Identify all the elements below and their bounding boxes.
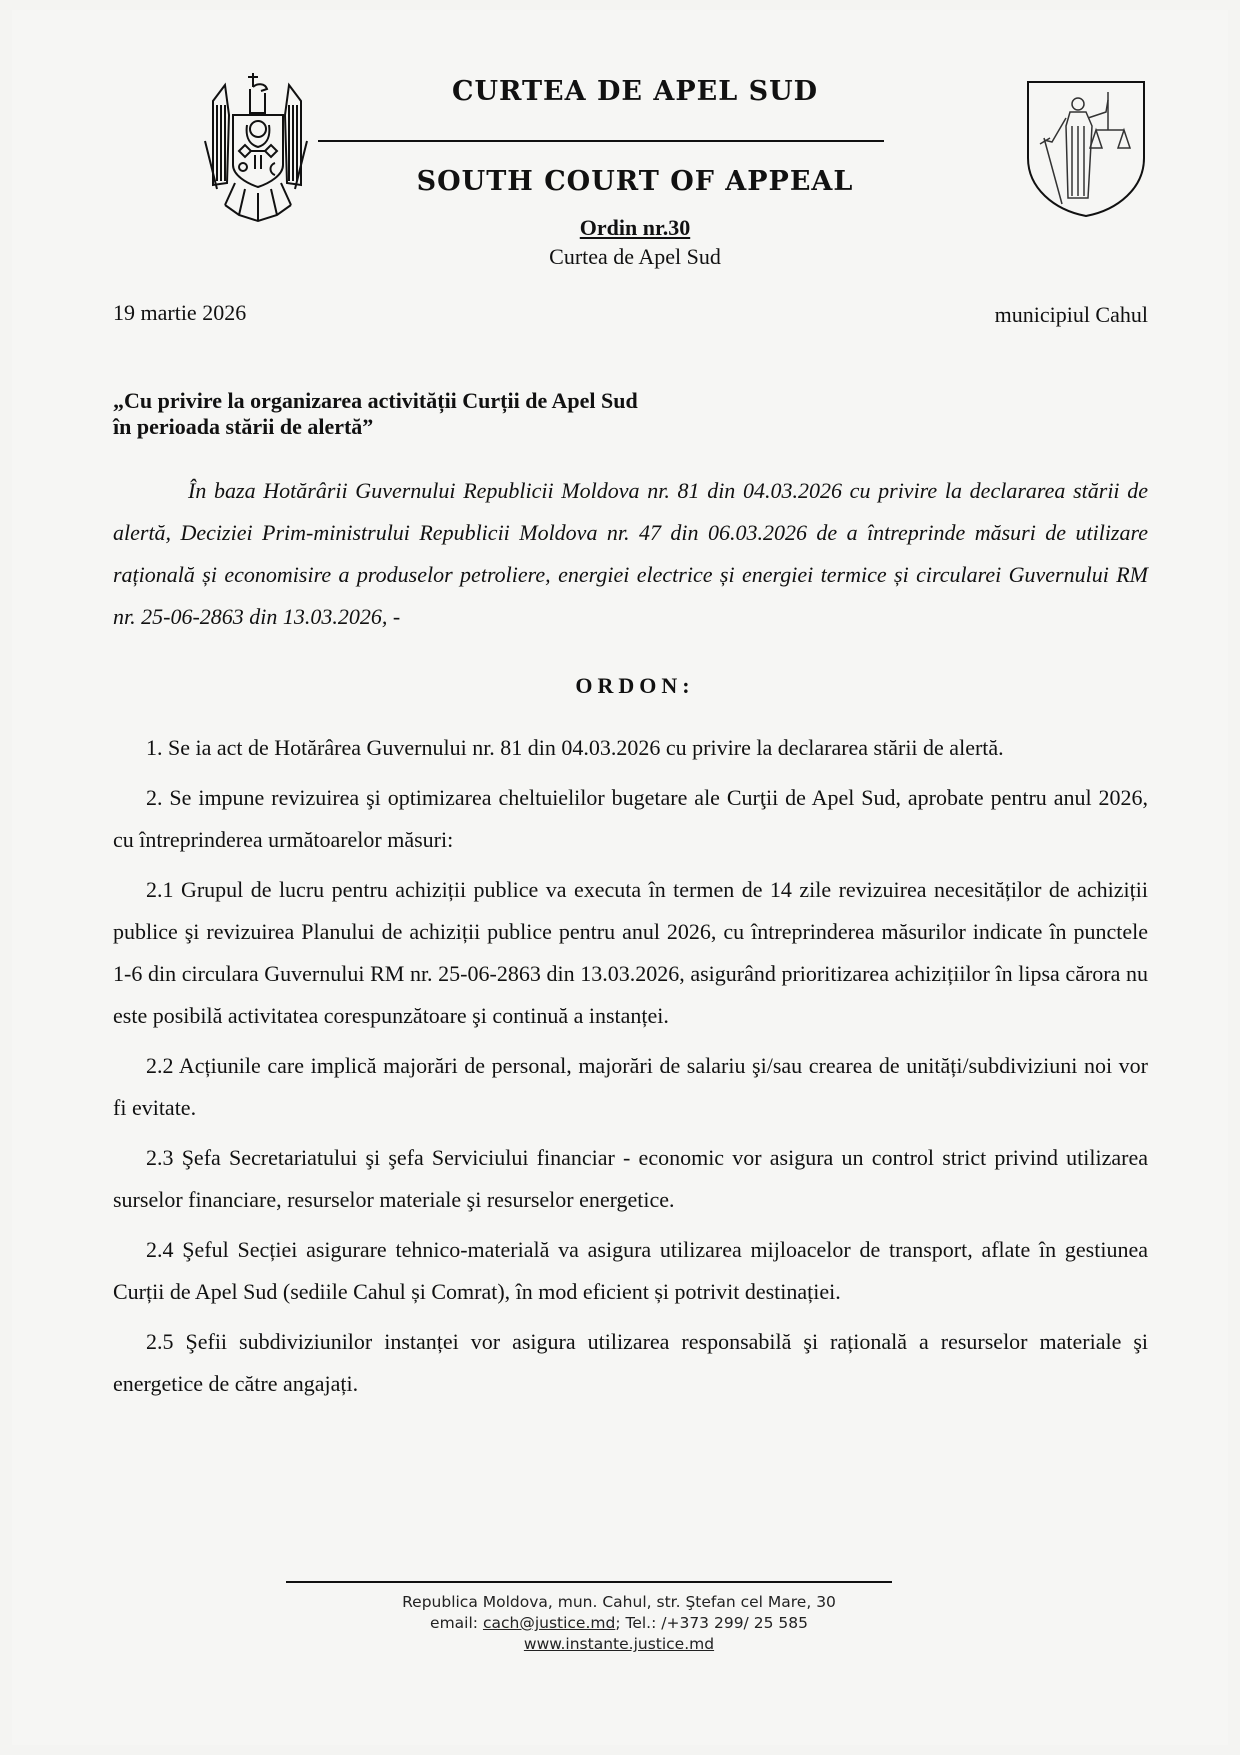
order-item-2-2: 2.2 Acțiunile care implică majorări de personal, majorări de salariu şi/sau crearea de unități/subdiviziuni noi vor fi evitate.	[113, 1053, 1148, 1120]
court-name-en: SOUTH COURT OF APPEAL	[416, 166, 854, 197]
footer-phone: ; Tel.: /+373 299/ 25 585	[615, 1614, 808, 1632]
footer-contact	[346, 1613, 892, 1634]
order-item-2-3: 2.3 Şefa Secretariatului şi şefa Serviciului financiar - economic vor asigura un control strict privind utilizarea surselor financiare, resurselor materiale şi resurselor energetice.	[113, 1145, 1148, 1212]
footer-address: Republica Moldova, mun. Cahul, str. Ştefan cel Mare, 30	[402, 1593, 836, 1611]
footer-divider	[286, 1581, 892, 1583]
footer-email-label: email:	[430, 1614, 483, 1632]
title-line-2: în perioada stării de alertă”	[113, 414, 374, 439]
footer-website-link[interactable]: www.instante.justice.md	[523, 1635, 715, 1653]
order-item-2: 2. Se impune revizuirea şi optimizarea cheltuielilor bugetare ale Curţii de Apel Sud, aprobate pentru anul 2026, cu întreprinderea următoarelor măsuri:	[113, 785, 1148, 852]
footer-email-link[interactable]: cach@justice.md	[482, 1614, 616, 1632]
footer	[286, 1592, 892, 1655]
title-line-1: „Cu privire la organizarea activității Curții de Apel Sud	[113, 388, 638, 413]
order-date: 19 martie 2026	[113, 300, 247, 325]
court-name-ro: CURTEA DE APEL SUD	[451, 76, 819, 107]
ordon-heading: ORDON:	[575, 673, 695, 698]
lady-justice-shield-icon	[1022, 78, 1150, 218]
order-items	[113, 727, 1148, 1413]
order-item-2-5: 2.5 Şefii subdiviziunilor instanței vor asigura utilizarea responsabilă şi rațională a resurselor materiale şi energetice de către angajați.	[113, 1329, 1148, 1396]
order-item-2-1: 2.1 Grupul de lucru pentru achiziții publice va executa în termen de 14 zile revizuirea necesităților de achiziții publice şi revizuirea Planului de achiziții publice pentru anul 2026, cu întreprinderea măsurilor indicate în punctele 1-6 din circulara Guvernului RM nr. 25-06-2863 din 13.03.2026, asigurând prioritizarea achizițiilor în lipsa cărora nu este posibilă activitatea corespunzătoare şi continuă a instanței.	[113, 877, 1148, 1028]
order-item-2-4: 2.4 Şeful Secției asigurare tehnico-materială va asigura utilizarea mijloacelor de transport, aflate în gestiunea Curții de Apel Sud (sediile Cahul și Comrat), în mod eficient și potrivit destinației.	[113, 1237, 1148, 1304]
order-location: municipiul Cahul	[994, 302, 1148, 327]
preamble: În baza Hotărârii Guvernului Republicii Moldova nr. 81 din 04.03.2026 cu privire la declararea stării de alertă, Deciziei Prim-ministrului Republicii Moldova nr. 47 din 06.03.2026 de a întreprinde măsuri de utilizare rațională și economisire a produselor petroliere, energiei electrice și energiei termice și circularei Guvernului RM nr. 25-06-2863 din 13.03.2026, -	[113, 478, 1148, 629]
order-number: Ordin nr.30	[579, 215, 691, 240]
header-divider	[318, 140, 884, 142]
order-item-1: 1. Se ia act de Hotărârea Guvernului nr. 81 din 04.03.2026 cu privire la declararea stării de alertă.	[146, 735, 1004, 760]
order-title	[113, 388, 638, 440]
order-issuer: Curtea de Apel Sud	[549, 244, 721, 269]
